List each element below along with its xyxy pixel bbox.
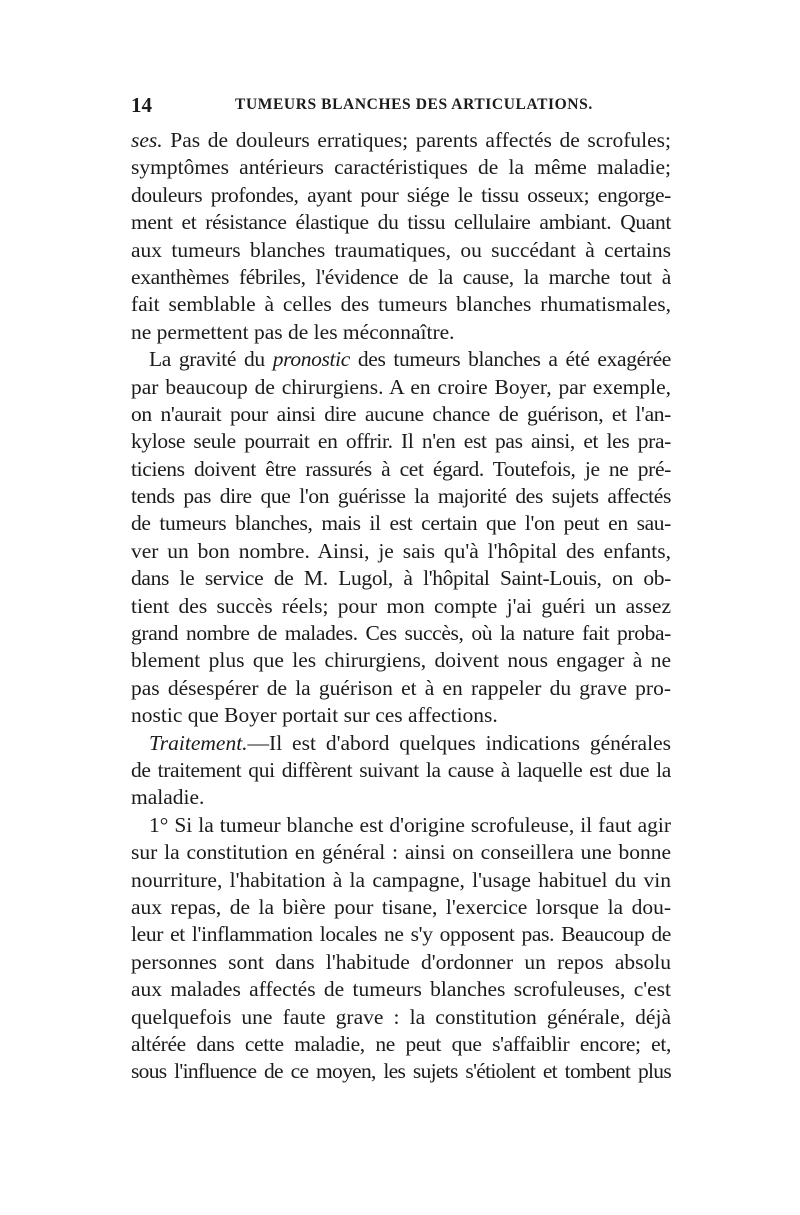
text-line: sur la constitution en général : ainsi on conseillera une bonne [131,840,671,865]
text-line: ver un bon nombre. Ainsi, je sais qu'à l'hôpital des enfants, [131,538,671,563]
text-line: tient des succès réels; pour mon compte j'ai guéri un assez [131,593,671,618]
page-number: 14 [131,93,152,117]
italic-word: ses. [131,128,163,152]
italic-word: pronostic [272,347,350,372]
text-line: douleurs profondes, ayant pour siége le tissu osseux; engorge- [131,182,671,207]
text-line: exanthèmes fébriles, l'évidence de la cause, la marche tout à [131,264,671,289]
text-line: sous l'influence de ce moyen, les sujets s'étiolent et tombent plus [131,1059,671,1084]
text-line: leur et l'inflammation locales ne s'y opposent pas. Beaucoup de [131,922,671,947]
text-line: kylose seule pourrait en offrir. Il n'en est pas ainsi, et les pra- [131,429,671,454]
text-line: ses. Pas de douleurs erratiques; parents affectés de scrofules; [131,128,671,152]
text-line: maladie. [131,785,205,810]
text-line: tends pas dire que l'on guérisse la majorité des sujets affectés [131,484,671,509]
text-line: de traitement qui diffèrent suivant la cause à laquelle est due la [131,757,671,782]
text-line: personnes sont dans l'habitude d'ordonner un repos absolu [131,949,671,974]
text-line: aux tumeurs blanches traumatiques, ou succédant à certains [131,237,671,262]
text-line: par beaucoup de chirurgiens. A en croire Boyer, par exemple, [131,374,671,399]
text-line: symptômes antérieurs caractéristiques de la même maladie; [131,155,671,180]
italic-word: Traitement. [149,730,248,755]
text-line: La gravité du pronostic des tumeurs blanches a été exagérée [149,347,671,372]
text-line: quelquefois une faute grave : la constitution générale, déjà [131,1004,671,1029]
text-line: aux repas, de la bière pour tisane, l'exercice lorsque la dou- [131,894,671,919]
text-line: Traitement.—Il est d'abord quelques indications générales [149,730,671,755]
text-line: ne permettent pas de les méconnaître. [131,319,455,344]
running-title: TUMEURS BLANCHES DES ARTICULATIONS. [235,96,593,113]
text-line: pas désespérer de la guérison et à en rappeler du grave pro- [131,675,671,700]
text-line: nourriture, l'habitation à la campagne, l'usage habituel du vin [131,867,671,892]
text-line: blement plus que les chirurgiens, doivent nous engager à ne [131,648,671,673]
text-line: aux malades affectés de tumeurs blanches scrofuleuses, c'est [131,977,671,1002]
text-line: dans le service de M. Lugol, à l'hôpital Saint-Louis, on ob- [131,566,671,591]
text-line: grand nombre de malades. Ces succès, où la nature fait proba- [131,621,671,646]
text-line: fait semblable à celles des tumeurs blanches rhumatismales, [131,292,671,317]
text-line: nostic que Boyer portait sur ces affections. [131,703,498,728]
text-line: de tumeurs blanches, mais il est certain que l'on peut en sau- [131,511,671,536]
text-line: altérée dans cette maladie, ne peut que s'affaiblir encore; et, [131,1031,671,1056]
text-line: on n'aurait pour ainsi dire aucune chance de guérison, et l'an- [131,401,671,426]
text-line: ticiens doivent être rassurés à cet égard. Toutefois, je ne pré- [131,456,671,481]
text-line: ment et résistance élastique du tissu cellulaire ambiant. Quant [131,210,671,235]
body-text [131,127,671,1086]
text-line: 1° Si la tumeur blanche est d'origine scrofuleuse, il faut agir [149,812,671,837]
running-head [131,93,671,117]
